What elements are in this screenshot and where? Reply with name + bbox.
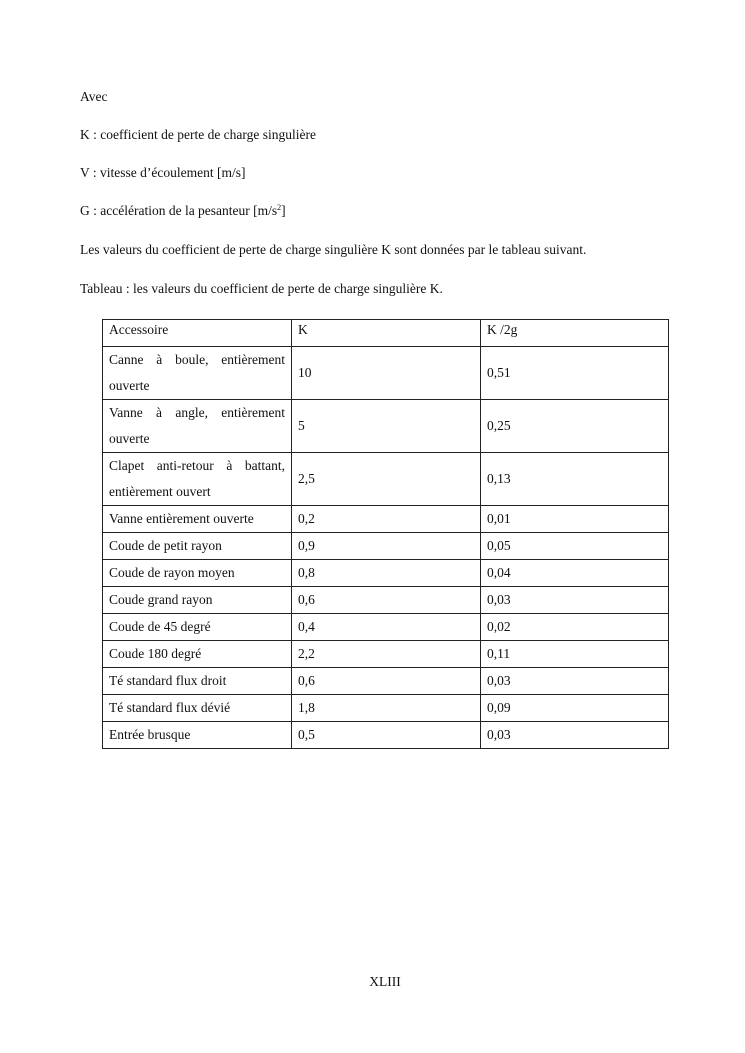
table-caption: Tableau : les valeurs du coefficient de perte de charge singulière K.	[80, 281, 443, 296]
table-row	[103, 722, 669, 749]
k-2g-cell: 0,13	[481, 453, 669, 506]
table-row	[103, 506, 669, 533]
k-values-table	[102, 319, 669, 749]
table-row	[103, 453, 669, 506]
k-2g-cell: 0,02	[481, 614, 669, 641]
table-header-row	[103, 320, 669, 347]
k-cell: 5	[292, 400, 481, 453]
accessoire-cell: Coude de petit rayon	[103, 533, 292, 560]
definition-g-end: ]	[281, 203, 286, 218]
table-row	[103, 560, 669, 587]
table-row	[103, 400, 669, 453]
header-k: K	[292, 320, 481, 347]
definition-v: V : vitesse d’écoulement [m/s]	[80, 165, 246, 180]
k-cell: 0,4	[292, 614, 481, 641]
k-cell: 0,5	[292, 722, 481, 749]
k-2g-cell: 0,03	[481, 587, 669, 614]
definition-g	[80, 203, 286, 219]
page-number: XLIII	[369, 974, 401, 989]
accessoire-cell: Canne à boule, entièrement ouverte	[103, 347, 292, 400]
definition-g-sup: 2	[277, 203, 282, 212]
intro-text: Avec	[80, 89, 108, 104]
header-accessoire: Accessoire	[103, 320, 292, 347]
table-row	[103, 641, 669, 668]
k-cell: 0,9	[292, 533, 481, 560]
k-2g-cell: 0,09	[481, 695, 669, 722]
table-row	[103, 533, 669, 560]
paragraph: Les valeurs du coefficient de perte de charge singulière K sont données par le tableau suivant.	[80, 242, 587, 257]
table-row	[103, 347, 669, 400]
table-row	[103, 668, 669, 695]
k-2g-cell: 0,11	[481, 641, 669, 668]
accessoire-cell: Vanne à angle, entièrement ouverte	[103, 400, 292, 453]
k-2g-cell: 0,04	[481, 560, 669, 587]
table-row	[103, 614, 669, 641]
accessoire-cell: Té standard flux dévié	[103, 695, 292, 722]
table-row	[103, 695, 669, 722]
k-cell: 0,8	[292, 560, 481, 587]
k-cell: 0,6	[292, 668, 481, 695]
k-cell: 1,8	[292, 695, 481, 722]
accessoire-cell: Vanne entièrement ouverte	[103, 506, 292, 533]
accessoire-cell: Clapet anti-retour à battant, entièrement ouvert	[103, 453, 292, 506]
accessoire-cell: Coude de rayon moyen	[103, 560, 292, 587]
accessoire-cell: Té standard flux droit	[103, 668, 292, 695]
definition-k: K : coefficient de perte de charge singulière	[80, 127, 317, 142]
k-2g-cell: 0,03	[481, 668, 669, 695]
accessoire-cell: Coude grand rayon	[103, 587, 292, 614]
k-cell: 10	[292, 347, 481, 400]
k-cell: 0,2	[292, 506, 481, 533]
accessoire-cell: Coude 180 degré	[103, 641, 292, 668]
table-row	[103, 587, 669, 614]
accessoire-cell: Entrée brusque	[103, 722, 292, 749]
k-2g-cell: 0,03	[481, 722, 669, 749]
header-k-2g: K /2g	[481, 320, 669, 347]
k-cell: 2,2	[292, 641, 481, 668]
definition-g-text: G : accélération de la pesanteur [m/s	[80, 203, 278, 218]
k-2g-cell: 0,25	[481, 400, 669, 453]
accessoire-cell: Coude de 45 degré	[103, 614, 292, 641]
k-2g-cell: 0,05	[481, 533, 669, 560]
k-cell: 0,6	[292, 587, 481, 614]
k-cell: 2,5	[292, 453, 481, 506]
k-2g-cell: 0,51	[481, 347, 669, 400]
k-2g-cell: 0,01	[481, 506, 669, 533]
